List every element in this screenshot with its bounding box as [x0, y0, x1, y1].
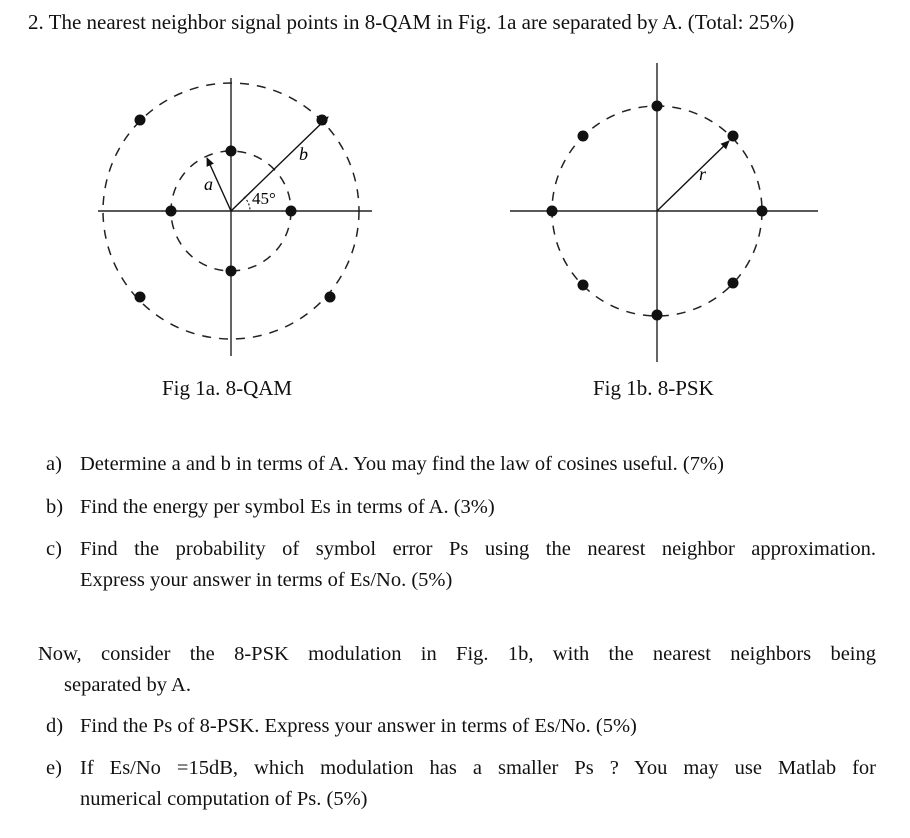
question-c	[46, 534, 876, 596]
question-a	[46, 449, 866, 480]
qam-point	[135, 115, 146, 126]
question-text-line2: numerical computation of Ps. (5%)	[80, 788, 368, 810]
psk-figure	[510, 63, 818, 362]
question-text: Determine a and b in terms of A. You may find the law of cosines useful. (7%)	[80, 453, 724, 475]
question-label: d)	[46, 715, 64, 737]
qam-point	[286, 206, 297, 217]
psk-point	[578, 280, 589, 291]
qam-label-b: b	[299, 144, 308, 164]
qam-point	[317, 115, 328, 126]
psk-point	[652, 310, 663, 321]
qam-caption: Fig 1a. 8-QAM	[162, 376, 293, 400]
psk-intro	[38, 639, 876, 701]
qam-angle-label: 45°	[252, 189, 276, 208]
psk-point	[652, 101, 663, 112]
qam-point	[135, 292, 146, 303]
qam-label-a: a	[204, 174, 213, 194]
question-text: Find the Ps of 8-PSK. Express your answer in terms of Es/No. (5%)	[80, 715, 637, 737]
question-text-line2: Express your answer in terms of Es/No. (5%)	[80, 569, 453, 591]
psk-radius-r-arrow	[657, 141, 729, 211]
psk-label-r: r	[699, 164, 707, 184]
qam-angle-arc	[244, 197, 250, 211]
question-label: a)	[46, 453, 62, 475]
qam-point	[166, 206, 177, 217]
psk-point	[547, 206, 558, 217]
intro-line1: Now, consider the 8-PSK modulation in Fig. 1b, with the nearest neighbors being	[38, 643, 876, 665]
question-d	[46, 711, 866, 742]
qam-point	[226, 146, 237, 157]
question-label: b)	[46, 496, 64, 518]
psk-point	[757, 206, 768, 217]
qam-radius-b-arrow	[231, 117, 328, 211]
question-text-line1: Find the probability of symbol error Ps using the nearest neighbor approximation.	[80, 538, 876, 560]
psk-caption: Fig 1b. 8-PSK	[593, 376, 714, 400]
qam-figure	[98, 78, 372, 356]
problem-title-text: 2. The nearest neighbor signal points in 8-QAM in Fig. 1a are separated by A. (Total: 25%)	[28, 10, 795, 34]
intro-line2: separated by A.	[64, 674, 191, 696]
qam-point	[325, 292, 336, 303]
question-text-line1: If Es/No =15dB, which modulation has a smaller Ps ? You may use Matlab for	[80, 757, 876, 779]
question-label: c)	[46, 538, 62, 560]
psk-point	[728, 131, 739, 142]
psk-point	[578, 131, 589, 142]
question-b	[46, 492, 866, 523]
qam-point	[226, 266, 237, 277]
question-text: Find the energy per symbol Es in terms of A. (3%)	[80, 496, 495, 518]
question-label: e)	[46, 757, 62, 779]
question-e	[46, 753, 876, 815]
psk-point	[728, 278, 739, 289]
